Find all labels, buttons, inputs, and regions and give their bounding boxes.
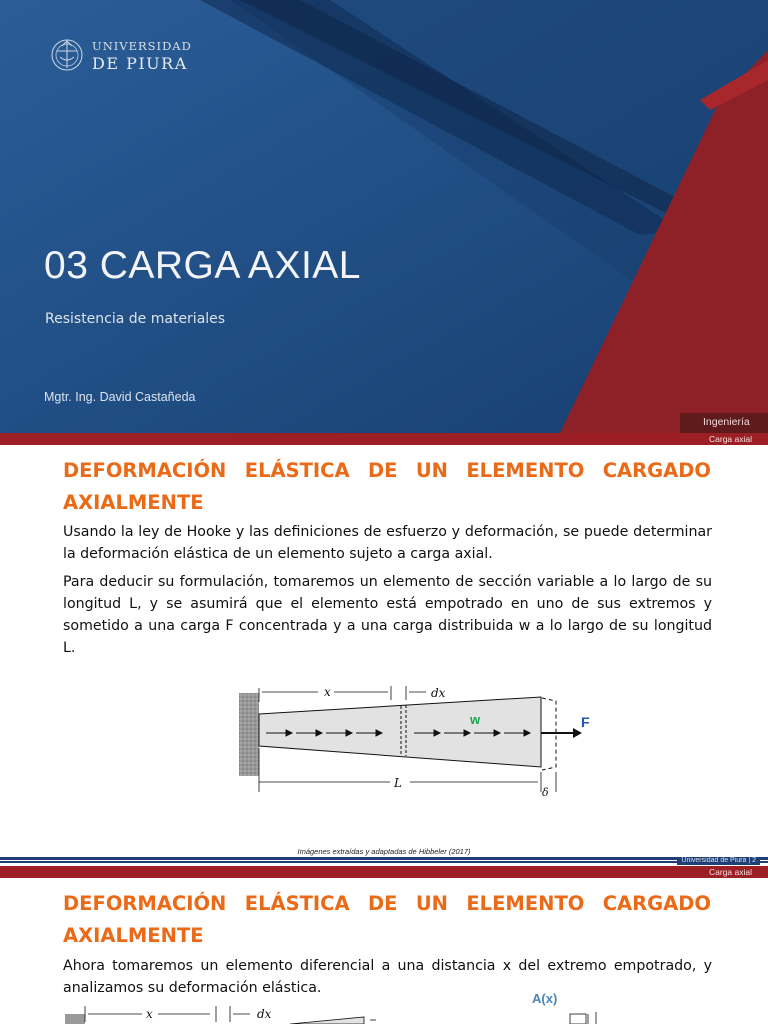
footer-label: Universidad de Piura | 2 (677, 857, 760, 865)
label-x: x (324, 685, 331, 699)
image-credit: Imágenes extraídas y adaptadas de Hibbeler (2017) (297, 847, 471, 856)
slide3-heading: DEFORMACIÓN ELÁSTICA DE UN ELEMENTO CARGADO AXIALMENTE (63, 892, 711, 947)
section-band-2 (0, 866, 768, 878)
section-band-1 (0, 433, 768, 445)
slide2-paragraph-1: Usando la ley de Hooke y las definiciones de esfuerzo y deformación, se puede determinar la deformación elástica de un elemento sujeto a carga axial. (63, 524, 712, 562)
slide2-footer (0, 857, 768, 865)
label-dx-2: dx (257, 1007, 272, 1021)
label-w: w (470, 712, 481, 727)
section-band-label-2: Carga axial (709, 867, 752, 877)
section-band-label: Carga axial (709, 434, 752, 444)
label-dx: dx (431, 686, 446, 700)
label-Ax: A(x) (532, 991, 558, 1006)
presentation-subtitle: Resistencia de materiales (45, 311, 226, 327)
label-F: F (581, 714, 590, 730)
slide2-paragraph-2: Para deducir su formulación, tomaremos un elemento de sección variable a lo largo de su longitud L, y se asumirá que el elemento está empotrado en uno de sus extremos y sometido a una carga F concentrada y a una carga distribuida w a lo largo de su longitud L. (63, 574, 712, 656)
slide2-heading: DEFORMACIÓN ELÁSTICA DE UN ELEMENTO CARGADO AXIALMENTE (63, 459, 711, 514)
crest-icon (50, 33, 84, 79)
title-slide (0, 0, 768, 433)
university-logo (50, 33, 190, 79)
label-x-2: x (146, 1007, 153, 1021)
slide3-paragraph-1: Ahora tomaremos un elemento diferencial a una distancia x del extremo empotrado, y analizamos su deformación elástica. (63, 958, 712, 996)
fixed-support (239, 693, 259, 776)
logo-line-1: UNIVERSIDAD (92, 39, 192, 53)
logo-line-2: DE PIURA (92, 54, 188, 73)
differential-element-figure (60, 984, 620, 1024)
label-L: L (394, 776, 402, 790)
faculty-tag: Ingeniería (680, 413, 768, 433)
presentation-title: 03 CARGA AXIAL (44, 244, 362, 287)
author-name: Mgtr. Ing. David Castañeda (44, 390, 196, 404)
tapered-bar-figure (230, 676, 600, 806)
label-delta: δ (542, 786, 549, 799)
